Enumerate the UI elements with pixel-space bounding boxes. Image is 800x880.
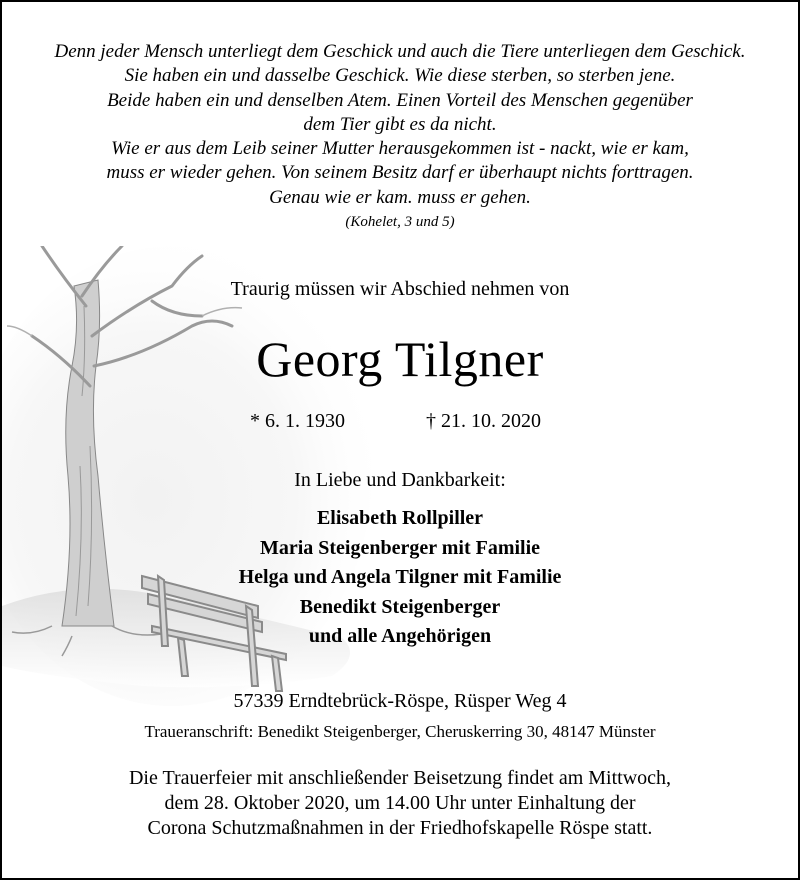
mourner-name: und alle Angehörigen — [308, 625, 492, 648]
farewell-intro: Traurig müssen wir Abschied nehmen von — [230, 278, 570, 300]
mourner-name: Elisabeth Rollpiller — [316, 507, 484, 529]
quote-line: Genau wie er kam. muss er gehen. — [269, 186, 531, 208]
quote-line: muss er wieder gehen. Von seinem Besitz darf er überhaupt nichts forttragen. — [106, 162, 694, 184]
quote-line: dem Tier gibt es da nicht. — [303, 113, 497, 135]
deceased-name: Georg Tilgner — [256, 331, 544, 387]
quote-line: Denn jeder Mensch unterliegt dem Geschick und auch die Tiere unterliegen dem Geschick. — [54, 41, 746, 62]
quote-line: Wie er aus dem Leib seiner Mutter herausgekommen ist - nackt, wie er kam, — [111, 138, 689, 160]
quote-line: Sie haben ein und dasselbe Geschick. Wie diese sterben, so sterben jene. — [124, 65, 676, 87]
mourning-address: Traueranschrift: Benedikt Steigenberger, Cheruskerring 30, 48147 Münster — [144, 722, 656, 741]
quote-line: Beide haben ein und denselben Atem. Einen Vorteil des Menschen gegenüber — [107, 89, 693, 111]
mourner-name: Helga und Angela Tilgner mit Familie — [238, 566, 562, 589]
mourner-name: Maria Steigenberger mit Familie — [259, 536, 541, 559]
funeral-line: dem 28. Oktober 2020, um 14.00 Uhr unter Einhaltung der — [164, 792, 636, 814]
mourners-heading: In Liebe und Dankbarkeit: — [294, 469, 506, 491]
birth-date: * 6. 1. 1930 — [250, 410, 345, 432]
death-date: † 21. 10. 2020 — [426, 410, 541, 432]
funeral-line: Die Trauerfeier mit anschließender Beisetzung findet am Mittwoch, — [128, 767, 672, 789]
family-address: 57339 Erndtebrück-Röspe, Rüsper Weg 4 — [233, 690, 567, 712]
quote-source: (Kohelet, 3 und 5) — [345, 214, 455, 230]
funeral-details — [2, 766, 798, 841]
bible-quote — [2, 40, 798, 210]
mourners-list — [2, 504, 798, 652]
funeral-line: Corona Schutzmaßnahmen in der Friedhofskapelle Röspe statt. — [147, 817, 653, 839]
mourner-name: Benedikt Steigenberger — [299, 595, 501, 618]
